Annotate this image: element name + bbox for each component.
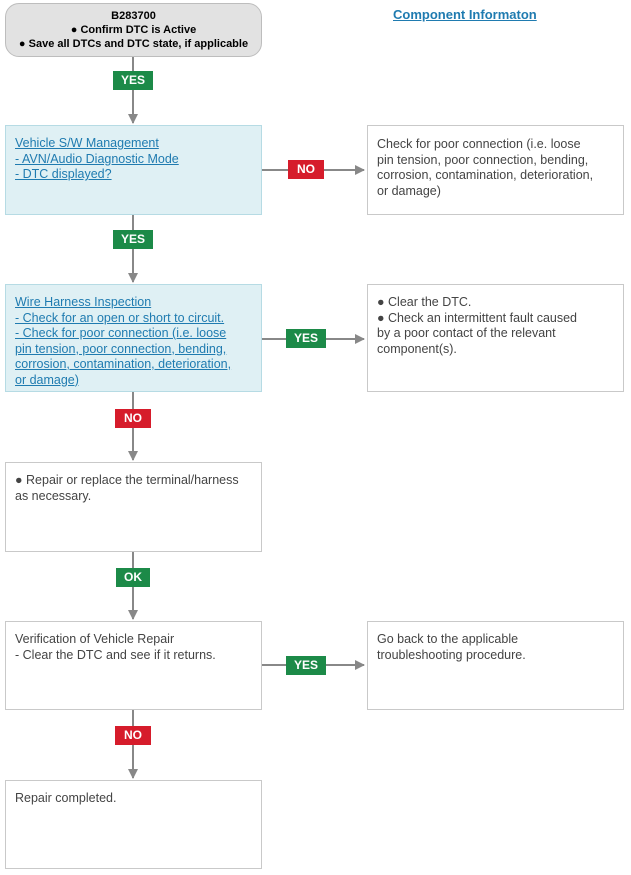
component-information-link[interactable]: Component Informaton [393,7,537,22]
step-verification [5,621,262,710]
text-line: ● Repair or replace the terminal/harness [15,473,239,487]
wire-harness-inspection-link[interactable]: Wire Harness Inspection [15,295,152,309]
text-line: ● Check an intermittent fault caused [377,310,578,325]
text-line: ● Clear the DTC. [377,295,472,309]
text-line: - Clear the DTC and see if it returns. [15,647,216,662]
text-line: troubleshooting procedure. [377,647,526,662]
no-badge: NO [288,160,324,179]
step-vehicle-sw-management [5,125,262,215]
check-poor-connection-link-4[interactable]: or damage) [15,372,79,387]
check-open-short-link[interactable]: - Check for an open or short to circuit. [15,310,225,325]
text-line: Repair completed. [15,791,117,805]
start-node [5,3,262,57]
check-poor-connection-link-2[interactable]: pin tension, poor connection, bending, [15,341,227,356]
avn-audio-diagnostic-link[interactable]: - AVN/Audio Diagnostic Mode [15,151,179,166]
yes-badge: YES [286,656,326,675]
yes-badge: YES [113,71,153,90]
verify-yes-result [367,621,624,710]
no-badge: NO [115,409,151,428]
text-line: corrosion, contamination, deterioration, [377,168,594,182]
text-line: Verification of Vehicle Repair [15,632,175,646]
step-wire-harness-inspection [5,284,262,392]
text-line: Check for poor connection (i.e. loose [377,137,581,151]
no-badge: NO [115,726,151,745]
yes-badge: YES [113,230,153,249]
step1-no-result [367,125,624,215]
dtc-displayed-link[interactable]: - DTC displayed? [15,167,112,181]
ok-badge: OK [116,568,150,587]
text-line: pin tension, poor connection, bending, [377,152,589,167]
text-line: or damage) [377,183,441,198]
step-repair-completed [5,780,262,869]
check-poor-connection-link-3[interactable]: corrosion, contamination, deterioration, [15,357,232,371]
text-line: as necessary. [15,488,92,503]
text-line: by a poor contact of the relevant [377,326,556,340]
check-poor-connection-link[interactable]: - Check for poor connection (i.e. loose [15,326,227,340]
step-repair-replace [5,462,262,552]
start-line-2: ● Save all DTCs and DTC state, if applicable [18,38,249,50]
start-line-1: ● Confirm DTC is Active [70,24,197,36]
vehicle-sw-management-link[interactable]: Vehicle S/W Management [15,136,159,150]
text-line: component(s). [377,341,457,356]
text-line: Go back to the applicable [377,632,519,646]
dtc-code: B283700 [111,10,156,22]
step2-yes-result [367,284,624,392]
yes-badge: YES [286,329,326,348]
